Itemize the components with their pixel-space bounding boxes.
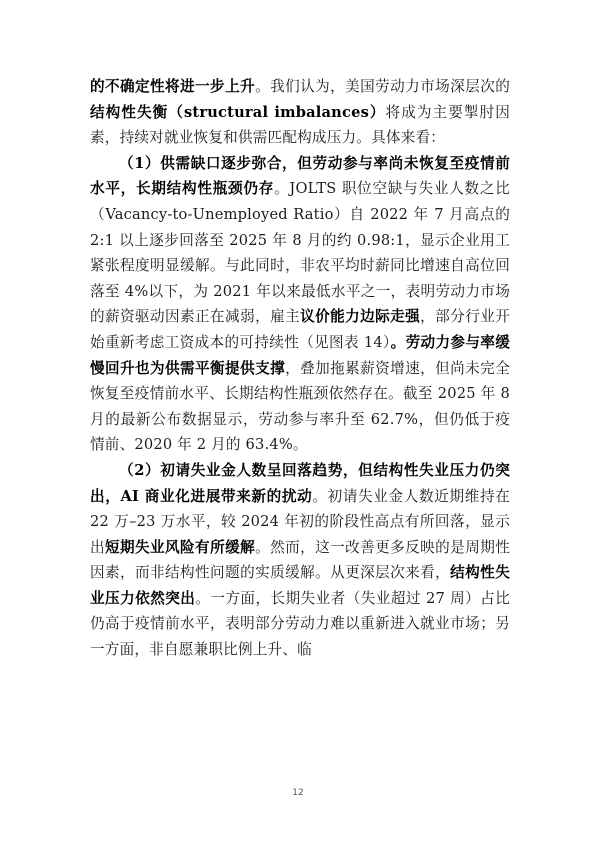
bold-text: 议价能力边际走强 bbox=[300, 308, 421, 326]
bold-text: 结构性失业压力依然突出 bbox=[90, 564, 510, 607]
body-text-run: 。我们认为，美国劳动力市场深层次的 bbox=[255, 78, 511, 95]
body-text bbox=[90, 74, 510, 663]
body-text-run: 。JOLTS 职位空缺与失业人数之比（Vacancy-to-Unemployed Ratio）自 2022 年 7 月高点的 2:1 以上逐步回落至 2025 年 8 月的约 0.98:1，显示企业用工紧张程度明显缓解。与此同时，非农平均时薪同比增速自高位回落至 4%以下，为 2021 年以来最低水平之一，表明劳动力市场的薪资驱动因素正在减弱，雇主 bbox=[90, 180, 510, 326]
body-text-run: 。初请失业金人数近期维持在 22 万–23 万水平，较 2024 年初的阶段性高点有所回落，显示出 bbox=[90, 487, 510, 556]
body-text-run: 。一方面，长期失业者（失业超过 27 周）占比仍高于疫情前水平，表明部分劳动力难以重新进入就业市场；另一方面，非自愿兼职比例上升、临 bbox=[90, 589, 510, 659]
bold-text: 。劳动力参与率缓慢回升也为供需平衡提供支撑 bbox=[90, 333, 511, 377]
bold-text: 短期失业风险有所缓解 bbox=[105, 538, 256, 556]
paragraph-1 bbox=[90, 74, 510, 151]
bold-text: （2）初请失业金人数呈回落趋势，但结构性失业压力仍突出，AI 商业化进展带来新的扰动 bbox=[90, 461, 510, 505]
bold-text: （1）供需缺口逐步弥合，但劳动参与率尚未恢复至疫情前水平，长期结构性瓶颈仍存 bbox=[90, 154, 510, 198]
bold-text: 结构性失衡（structural imbalances） bbox=[90, 103, 386, 121]
bold-text: 的不确定性将进一步上升 bbox=[90, 78, 256, 95]
body-text-run: ，叠加拖累薪资增速，但尚未完全恢复至疫情前水平、长期结构性瓶颈依然存在。截至 2025 年 8 月的最新公布数据显示，劳动参与率升至 62.7%，但仍低于疫情前、2020 年 2 月的 63.4%。 bbox=[90, 359, 510, 454]
page-number: 12 bbox=[292, 788, 304, 798]
body-text-run: 将成为主要掣肘因素，持续对就业恢复和供需匹配构成压力。具体来看： bbox=[90, 103, 510, 147]
paragraph-3 bbox=[90, 458, 510, 663]
body-text-run: 。然而，这一改善更多反映的是周期性因素，而非结构性问题的实质缓解。从更深层次来看， bbox=[90, 538, 510, 582]
body-text-run: ，部分行业开始重新考虑工资成本的可持续性（见图表 14） bbox=[90, 308, 510, 351]
paragraph-2 bbox=[90, 151, 510, 458]
